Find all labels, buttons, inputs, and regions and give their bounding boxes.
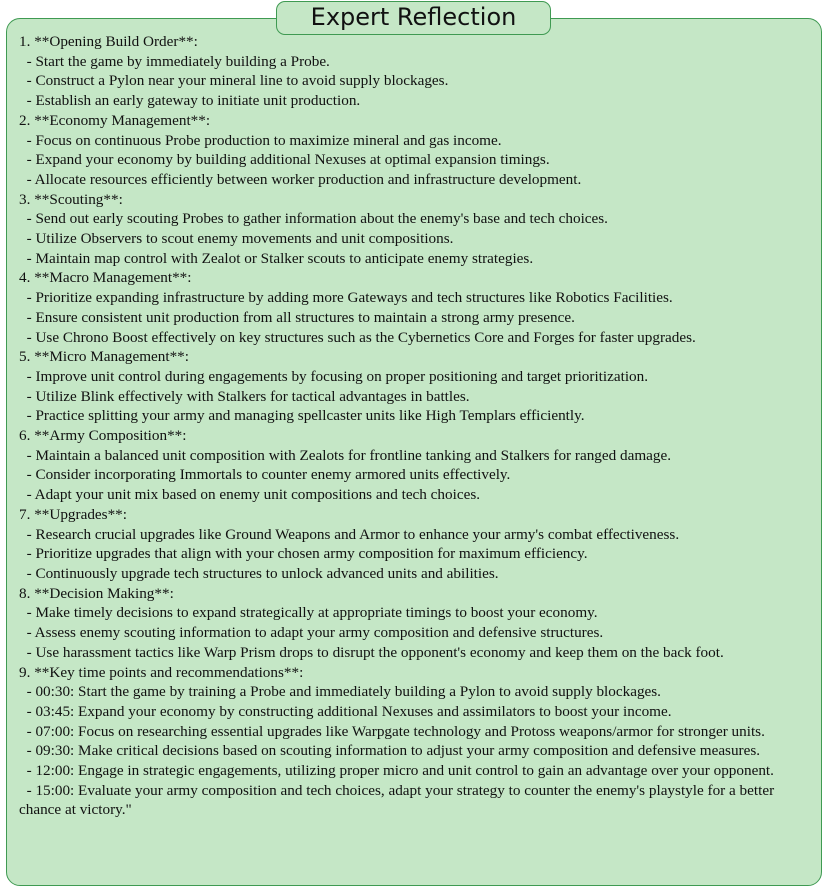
section-item: - Assess enemy scouting information to adapt your army composition and defensive structures.: [19, 624, 604, 642]
section-item: - 15:00: Evaluate your army composition and tech choices, adapt your strategy to counter the enemy's playstyle for a better chance at victory.": [19, 781, 778, 819]
section-heading: 5. **Micro Management**:: [19, 348, 189, 366]
section-macro-management: [19, 268, 815, 347]
section-heading: 2. **Economy Management**:: [19, 111, 211, 129]
section-item: - 12:00: Engage in strategic engagements, utilizing proper micro and unit control to gain an advantage over your opponent.: [19, 762, 774, 780]
section-item: - 00:30: Start the game by training a Probe and immediately building a Pylon to avoid supply blockages.: [19, 683, 661, 701]
section-item: - Practice splitting your army and managing spellcaster units like High Templars efficiently.: [19, 407, 585, 425]
section-item: - Use Chrono Boost effectively on key structures such as the Cybernetics Core and Forges for faster upgrades.: [19, 328, 696, 346]
section-item: - 03:45: Expand your economy by constructing additional Nexuses and assimilators to boost your income.: [19, 702, 672, 720]
section-key-time-points: [19, 663, 815, 821]
section-item: - Send out early scouting Probes to gather information about the enemy's base and tech choices.: [19, 210, 608, 228]
section-item: - 07:00: Focus on researching essential upgrades like Warpgate technology and Protoss weapons/armor for stronger units.: [19, 722, 765, 740]
section-upgrades: [19, 505, 815, 584]
section-heading: 3. **Scouting**:: [19, 190, 123, 208]
section-micro-management: [19, 347, 815, 426]
section-scouting: [19, 190, 815, 269]
section-item: - Establish an early gateway to initiate unit production.: [19, 92, 361, 110]
section-heading: 7. **Upgrades**:: [19, 505, 127, 523]
section-heading: 6. **Army Composition**:: [19, 427, 187, 445]
section-item: - Allocate resources efficiently between worker production and infrastructure development.: [19, 170, 582, 188]
section-item: - Prioritize expanding infrastructure by adding more Gateways and tech structures like Robotics Facilities.: [19, 289, 673, 307]
section-army-composition: [19, 426, 815, 505]
section-item: - Improve unit control during engagements by focusing on proper positioning and target prioritization.: [19, 367, 649, 385]
section-item: - Expand your economy by building additional Nexuses at optimal expansion timings.: [19, 151, 550, 169]
section-heading: 9. **Key time points and recommendations**:: [19, 663, 304, 681]
section-item: - Use harassment tactics like Warp Prism drops to disrupt the opponent's economy and keep them on the back foot.: [19, 643, 724, 661]
section-item: - 09:30: Make critical decisions based on scouting information to adjust your army composition and defensive measures.: [19, 742, 761, 760]
section-item: - Research crucial upgrades like Ground Weapons and Armor to enhance your army's combat effectiveness.: [19, 525, 680, 543]
section-item: - Prioritize upgrades that align with your chosen army composition for maximum efficiency.: [19, 545, 588, 563]
section-opening-build-order: [19, 32, 815, 111]
section-item: - Continuously upgrade tech structures to unlock advanced units and abilities.: [19, 564, 499, 582]
section-item: - Make timely decisions to expand strategically at appropriate timings to boost your economy.: [19, 604, 598, 622]
section-item: - Maintain a balanced unit composition with Zealots for frontline tanking and Stalkers for ranged damage.: [19, 446, 672, 464]
section-item: - Consider incorporating Immortals to counter enemy armored units effectively.: [19, 466, 511, 484]
section-heading: 4. **Macro Management**:: [19, 269, 192, 287]
section-item: - Maintain map control with Zealot or Stalker scouts to anticipate enemy strategies.: [19, 249, 534, 267]
section-decision-making: [19, 584, 815, 663]
section-item: - Focus on continuous Probe production to maximize mineral and gas income.: [19, 131, 502, 149]
section-item: - Start the game by immediately building a Probe.: [19, 52, 330, 70]
reflection-content: [19, 32, 815, 820]
panel-title: Expert Reflection: [276, 1, 551, 35]
section-item: - Ensure consistent unit production from all structures to maintain a strong army presence.: [19, 308, 575, 326]
section-heading: 1. **Opening Build Order**:: [19, 33, 198, 50]
section-heading: 8. **Decision Making**:: [19, 584, 174, 602]
section-item: - Utilize Blink effectively with Stalkers for tactical advantages in battles.: [19, 387, 470, 405]
section-item: - Utilize Observers to scout enemy movements and unit compositions.: [19, 230, 454, 248]
section-economy-management: [19, 111, 815, 190]
section-item: - Construct a Pylon near your mineral line to avoid supply blockages.: [19, 72, 449, 90]
section-item: - Adapt your unit mix based on enemy unit compositions and tech choices.: [19, 486, 481, 504]
